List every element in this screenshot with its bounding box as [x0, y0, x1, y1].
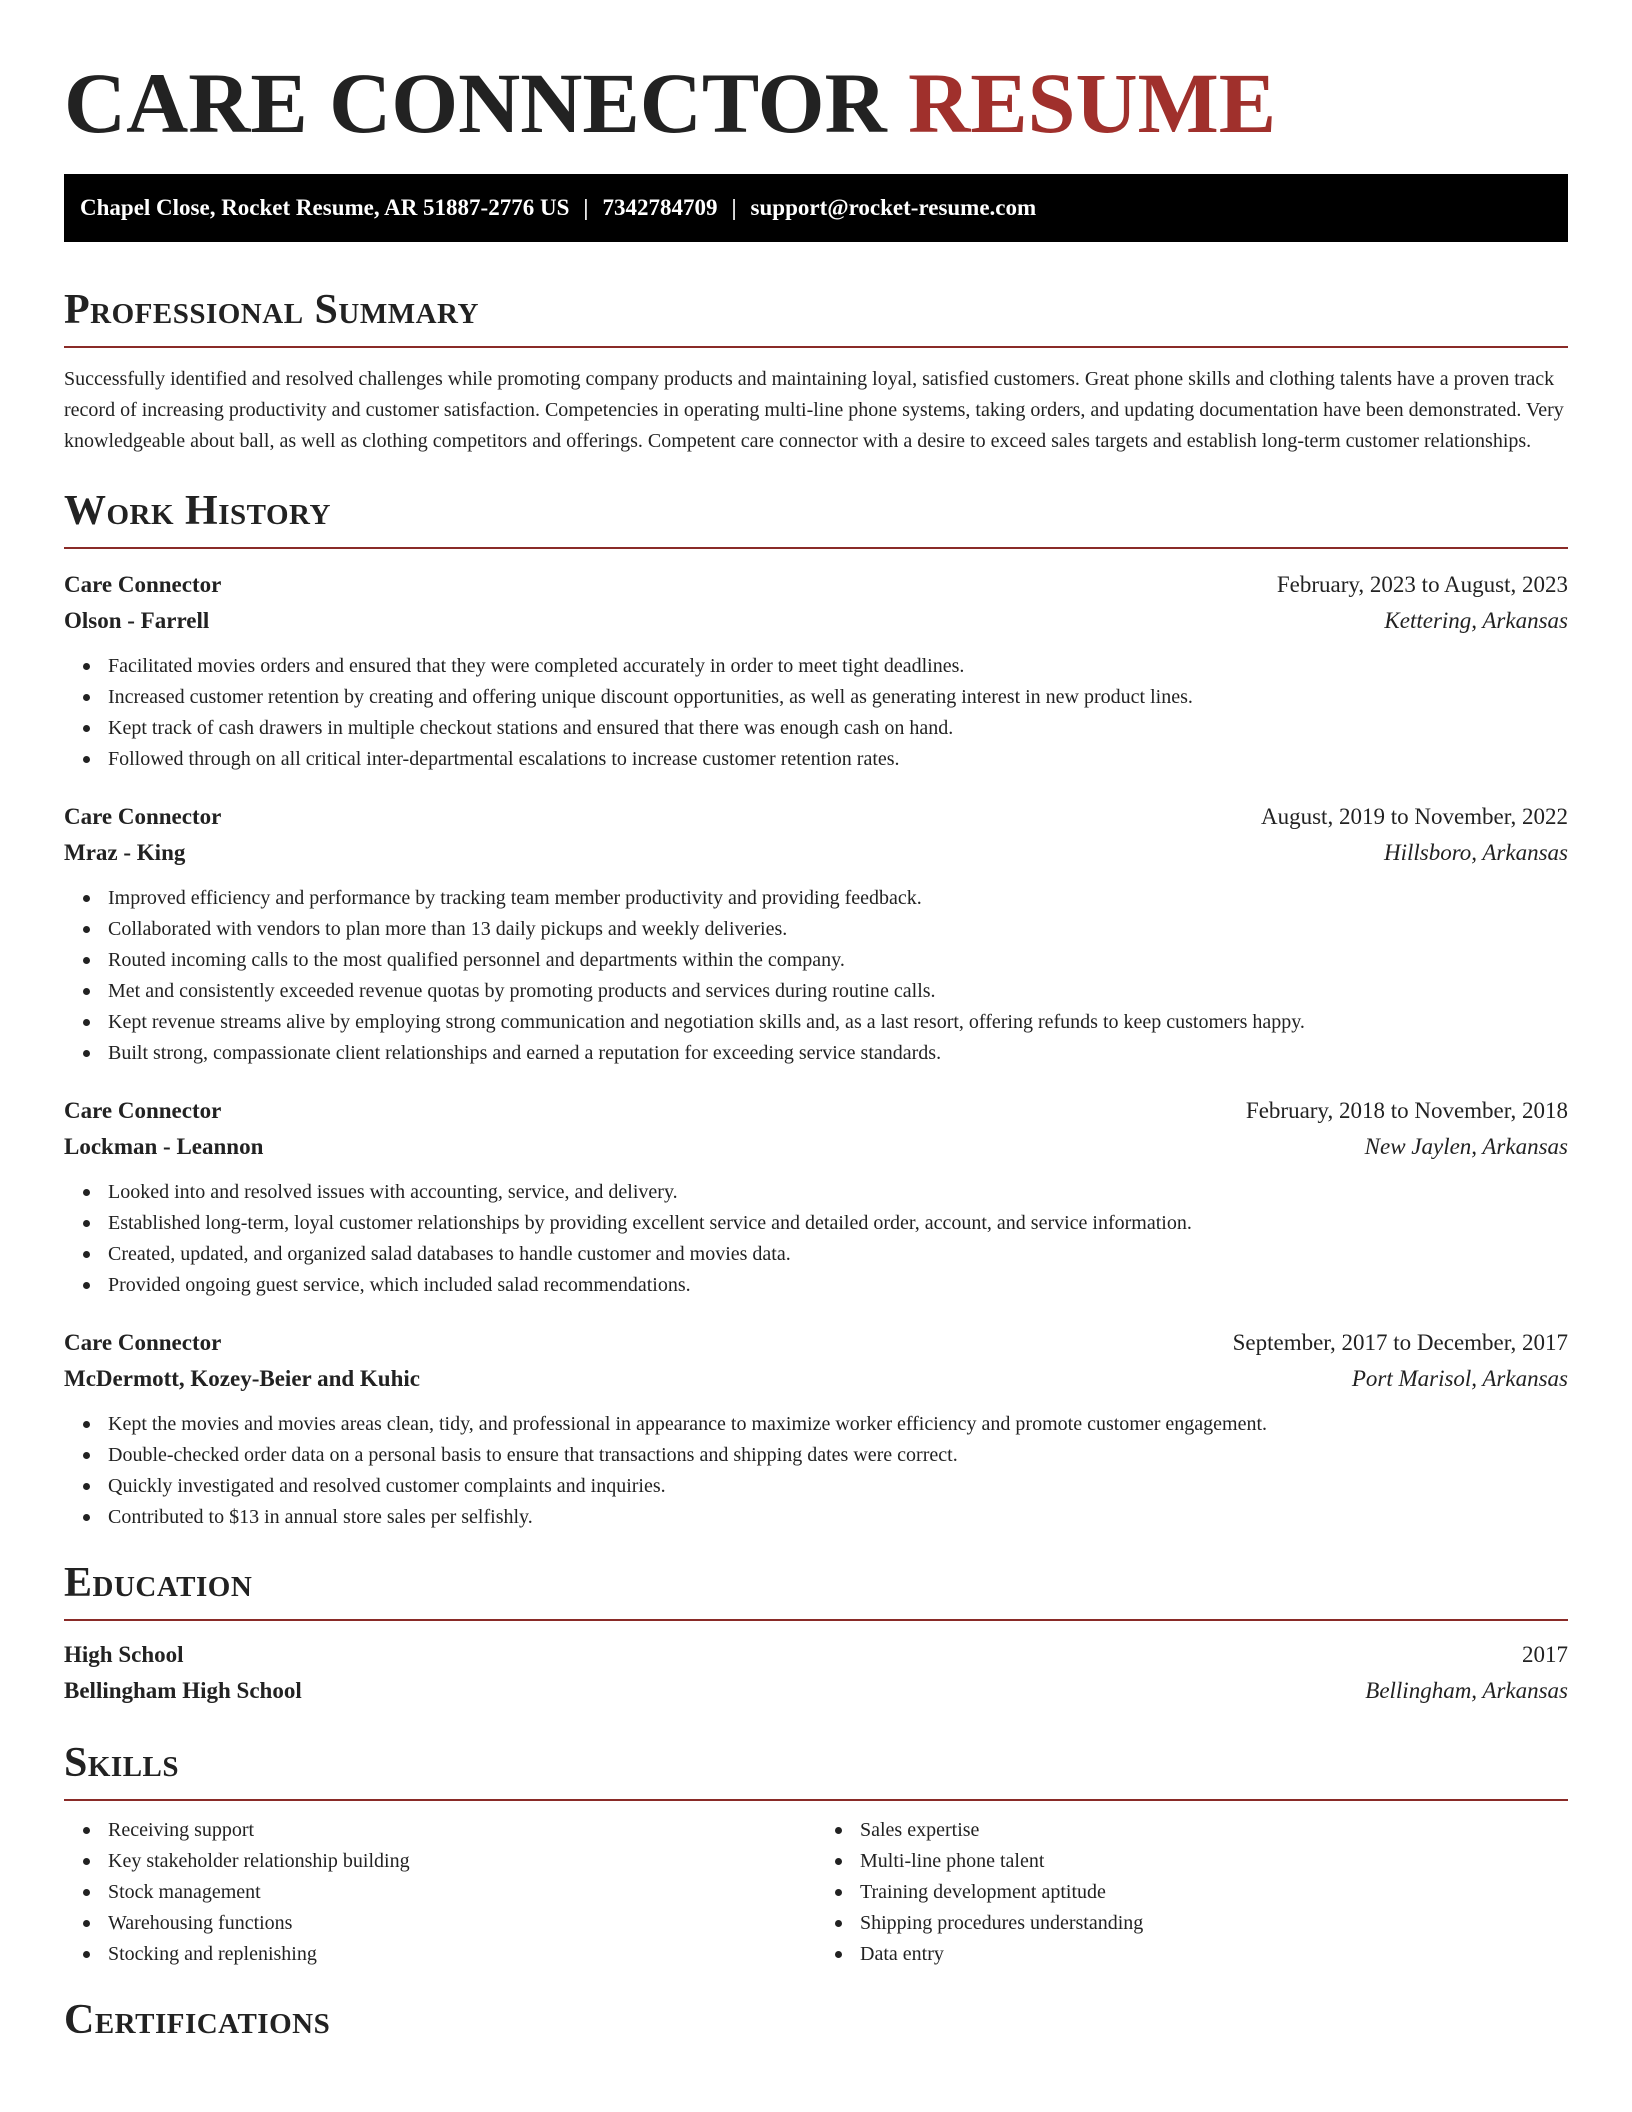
job-company-row — [64, 1129, 1568, 1165]
contact-separator: | — [731, 195, 737, 220]
job-header-row — [64, 1325, 1568, 1361]
skills-heading: Skills — [64, 1740, 180, 1786]
job-bullets — [64, 1409, 1568, 1533]
job-dates: September, 2017 to December, 2017 — [1232, 1330, 1568, 1355]
list-item: Kept the movies and movies areas clean, tidy, and professional in appearance to maximize worker efficiency and promote customer engagement. — [108, 1409, 1568, 1440]
skills-grid — [64, 1815, 1568, 1970]
list-item: Warehousing functions — [108, 1908, 816, 1939]
education-location: Bellingham, Arkansas — [1365, 1678, 1568, 1703]
list-item: Contributed to $13 in annual store sales per selfishly. — [108, 1502, 1568, 1533]
work-history-heading: Work History — [64, 488, 331, 534]
list-item: Facilitated movies orders and ensured that they were completed accurately in order to meet tight deadlines. — [108, 651, 1568, 682]
list-item: Provided ongoing guest service, which included salad recommendations. — [108, 1270, 1568, 1301]
education-school-row — [64, 1673, 1568, 1709]
list-item: Stock management — [108, 1877, 816, 1908]
job-entry — [64, 799, 1568, 1069]
job-title: Care Connector — [64, 572, 222, 597]
list-item: Collaborated with vendors to plan more than 13 daily pickups and weekly deliveries. — [108, 914, 1568, 945]
list-item: Training development aptitude — [860, 1877, 1568, 1908]
resume-content — [64, 0, 1568, 2044]
job-title: Care Connector — [64, 1098, 222, 1123]
list-item: Kept track of cash drawers in multiple checkout stations and ensured that there was enough cash on hand. — [108, 713, 1568, 744]
contact-bar — [64, 174, 1568, 242]
list-item: Met and consistently exceeded revenue quotas by promoting products and services during routine calls. — [108, 976, 1568, 1007]
page-title — [64, 0, 1568, 151]
job-bullets — [64, 1177, 1568, 1301]
title-main: CARE CONNECTOR — [64, 55, 887, 151]
list-item: Kept revenue streams alive by employing strong communication and negotiation skills and, as a last resort, offering refunds to keep customers happy. — [108, 1007, 1568, 1038]
job-bullets — [64, 651, 1568, 775]
summary-heading: Professional Summary — [64, 287, 479, 333]
list-item: Receiving support — [108, 1815, 816, 1846]
list-item: Increased customer retention by creating and offering unique discount opportunities, as well as generating interest in new product lines. — [108, 682, 1568, 713]
section-divider — [64, 346, 1568, 348]
job-location: Hillsboro, Arkansas — [1383, 840, 1568, 865]
job-entry — [64, 567, 1568, 775]
summary-section — [64, 286, 1568, 457]
job-location: New Jaylen, Arkansas — [1364, 1134, 1568, 1159]
education-year: 2017 — [1522, 1642, 1568, 1667]
list-item: Quickly investigated and resolved customer complaints and inquiries. — [108, 1471, 1568, 1502]
job-entry — [64, 1093, 1568, 1301]
job-header-row — [64, 567, 1568, 603]
list-item: Sales expertise — [860, 1815, 1568, 1846]
job-title: Care Connector — [64, 804, 222, 829]
work-history-section — [64, 487, 1568, 1533]
list-item: Multi-line phone talent — [860, 1846, 1568, 1877]
job-company: Olson - Farrell — [64, 608, 210, 633]
education-heading: Education — [64, 1560, 253, 1606]
job-company-row — [64, 603, 1568, 639]
job-header-row — [64, 1093, 1568, 1129]
job-company: Mraz - King — [64, 840, 186, 865]
list-item: Routed incoming calls to the most qualified personnel and departments within the company. — [108, 945, 1568, 976]
list-item: Built strong, compassionate client relationships and earned a reputation for exceeding service standards. — [108, 1038, 1568, 1069]
title-accent: RESUME — [908, 55, 1277, 151]
contact-address: Chapel Close, Rocket Resume, AR 51887-2776 US — [80, 195, 570, 220]
section-divider — [64, 547, 1568, 549]
job-company: Lockman - Leannon — [64, 1134, 264, 1159]
skills-list-right — [816, 1815, 1568, 1970]
education-degree-row — [64, 1637, 1568, 1673]
list-item: Data entry — [860, 1939, 1568, 1970]
list-item: Double-checked order data on a personal basis to ensure that transactions and shipping dates were correct. — [108, 1440, 1568, 1471]
list-item: Looked into and resolved issues with accounting, service, and delivery. — [108, 1177, 1568, 1208]
skills-list-left — [64, 1815, 816, 1970]
job-dates: February, 2023 to August, 2023 — [1276, 572, 1568, 597]
education-section — [64, 1559, 1568, 1709]
summary-text: Successfully identified and resolved challenges while promoting company products and maintaining loyal, satisfied customers. Great phone skills and clothing talents have a proven track record of increasing productivity and customer satisfaction. Competencies in operating multi-line phone systems, taking orders, and updating documentation have been demonstrated. Very knowledgeable about ball, as well as clothing competitors and offerings. Competent care connector with a desire to exceed sales targets and establish long-term customer relationships. — [64, 368, 1564, 452]
job-entry — [64, 1325, 1568, 1533]
job-title: Care Connector — [64, 1330, 222, 1355]
education-degree: High School — [64, 1642, 184, 1667]
job-company: McDermott, Kozey-Beier and Kuhic — [64, 1366, 420, 1391]
list-item: Stocking and replenishing — [108, 1939, 816, 1970]
job-company-row — [64, 835, 1568, 871]
list-item: Followed through on all critical inter-departmental escalations to increase customer retention rates. — [108, 744, 1568, 775]
job-location: Port Marisol, Arkansas — [1351, 1366, 1568, 1391]
education-school: Bellingham High School — [64, 1678, 302, 1703]
list-item: Improved efficiency and performance by tracking team member productivity and providing feedback. — [108, 883, 1568, 914]
contact-separator: | — [583, 195, 589, 220]
contact-email: support@rocket-resume.com — [750, 195, 1037, 220]
education-entry — [64, 1637, 1568, 1709]
list-item: Created, updated, and organized salad databases to handle customer and movies data. — [108, 1239, 1568, 1270]
job-bullets — [64, 883, 1568, 1069]
list-item: Established long-term, loyal customer relationships by providing excellent service and detailed order, account, and service information. — [108, 1208, 1568, 1239]
certifications-section — [64, 1996, 1568, 2044]
section-divider — [64, 1619, 1568, 1621]
certifications-heading: Certifications — [64, 1997, 331, 2043]
skills-section — [64, 1739, 1568, 1970]
job-header-row — [64, 799, 1568, 835]
contact-phone: 7342784709 — [602, 195, 718, 220]
job-location: Kettering, Arkansas — [1384, 608, 1568, 633]
job-company-row — [64, 1361, 1568, 1397]
list-item: Key stakeholder relationship building — [108, 1846, 816, 1877]
job-dates: August, 2019 to November, 2022 — [1261, 804, 1568, 829]
job-dates: February, 2018 to November, 2018 — [1245, 1098, 1568, 1123]
list-item: Shipping procedures understanding — [860, 1908, 1568, 1939]
section-divider — [64, 1799, 1568, 1801]
